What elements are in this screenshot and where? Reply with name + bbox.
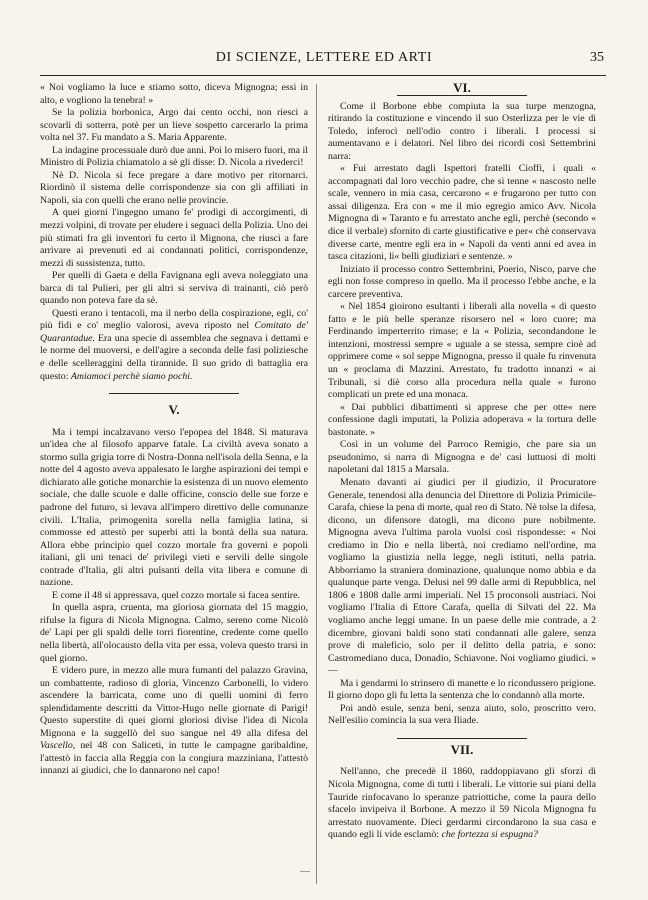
paragraph: Iniziato il processo contro Settembrini, Poerio, Nisco, parve che egli non fosse compreso in quello. Ma il processo l'ebbe anche, e la carcere preventiva. bbox=[328, 263, 596, 300]
section-heading-vi: VI. bbox=[453, 82, 471, 95]
section-heading-vii: VII. bbox=[450, 741, 474, 757]
running-title: DI SCIENZE, LETTERE ED ARTI bbox=[215, 50, 433, 65]
paragraph: « Noi vogliamo la luce e stiamo sotto, diceva Mignogna; essi in alto, e vogliono la tenebra! » bbox=[40, 82, 308, 106]
italic-run: Comitato de' Quarantadue. bbox=[40, 320, 308, 344]
paragraph: Se la polizia borbonica, Argo dai cento occhi, non riesci a scovarli di sotterra, potè per un lieve sospetto carcerarlo la prima volta nel 37. Fu mandato a S. Maria Apparente. bbox=[40, 107, 308, 144]
text-run: Era una specie di assemblea che segnava i dettami e le norme del muoversi, e dell'agire a seconda delle fasi poliziesche e delle scelleraggini della tirannide. Il suo grido di battaglia era questo: bbox=[40, 332, 308, 382]
footer-mark: — bbox=[300, 866, 310, 877]
paragraph: In quella aspra, cruenta, ma gloriosa giornata del 15 maggio, rifulse la figura di Nicola Mignogna. Calmo, sereno come Nicolò de' Lapi per gli spaldi delle torri fiorentine, credente come quello nella libertà, all'olocausto della vita per essa, voleva questo trarsi in quel giorno. bbox=[40, 602, 308, 664]
left-column bbox=[40, 82, 308, 882]
page-number: 35 bbox=[590, 50, 604, 65]
spacer bbox=[40, 417, 308, 427]
italic-run: che fortezza si espugna? bbox=[441, 829, 538, 841]
paragraph bbox=[328, 766, 596, 841]
text-run: E videro pure, in mezzo alle mura fumanti del palazzo Gravina, un combattente, radioso di gloria, Vincenzo Carbonelli, lo videro ascendere la barricata, come uno di quelli uomini di ferro splendidamente descritti da Vittor-Hugo nelle giornate di Parigi! Questo superstite di quei giorni gloriosi divise l'idea di Nicola Mignona e la suggellò del suo sangue nel 49 alla difesa del bbox=[40, 665, 308, 739]
paragraph: A quei giorni l'ingegno umano fe' prodigi di accorgimenti, di mezzi volpini, di trovate per eludere i seguaci della Polizia. Uno dei più stimati fra gli inventori fu certo il Mignona, che riuscì a fare arrivare ai prevenuti ed ai condannati politici, corrispondenze, mezzi di sussistenza, tutto. bbox=[40, 207, 308, 269]
section-heading-v: V. bbox=[168, 402, 180, 418]
spacer bbox=[40, 383, 308, 393]
paragraph: Come il Borbone ebbe compiuta la sua turpe menzogna, ritirando la costituzione e vincendo il suo Osterlizza per le vie di Toledo, inferocì nell'odio contro i liberali. I processi si aumentavano e i delatori. Nel libro dei ricordi così Settembrini narra: bbox=[328, 100, 596, 162]
paragraph: Nè D. Nicola si fece pregare a dare motivo per ritornarci. Riordinò il sistema delle corrispondenze sia con gli affiliati in Napoli, sia con quelli che erano nelle provincie. bbox=[40, 169, 308, 206]
right-column bbox=[328, 82, 596, 882]
paragraph: Per quelli di Gaeta e della Favignana egli aveva noleggiato una barca di tal Pulieri, per gli altri si serviva di trainanti, ciò però quando non poteva fare da sè. bbox=[40, 270, 308, 307]
header-rule bbox=[40, 75, 606, 76]
spacer bbox=[328, 728, 596, 738]
italic-run: Vascello, bbox=[40, 740, 76, 752]
quoted-paragraph: « Nel 1854 gioirono esultanti i liberali alla novella « di questo fatto e le più belle speranze risorsero nel « loro cuore; ma Ferdinando imperterrito rimase; e la « Polizia, secondandone le intenzioni, mostressi sempre « uguale a se stessa, sempre cioè ad opprimere come « sol seppe Mignogna, presso il quale fu rinvenuta un « proclama di Mazzini. Arrestato, fu tradotto innanzi « ai Tribunali, si diè corso alla procedura nella quale « furono complicati un prete ed una monaca. bbox=[328, 301, 596, 401]
column-divider bbox=[316, 84, 317, 884]
paragraph: Menato davanti ai giudici per il giudizio, il Procuratore Generale, tenendosi alla denuncia del Direttore di Polizia Primicile-Carafa, chiese la pena di morte, qual reo di Stato. Nè tolse la difesa, dicono, un difensore datogli, ma dicono pure nobilmente. Mignogna aveva l'ultima parola vuolsi così rispondesse: « Noi crediamo in Dio e nella libertà, noi crediamo nell'ordine, ma vogliamo la giustizia nella legge, negli istituti, nella patria. Abborriamo la straniera dominazione, qualunque nomo abbia e da qualunque parte venga. Delusi nel 99 dalle armi di Repubblica, nel 1806 e 1808 dalle armi imperiali. Nel 15 proconsoli austriaci. Noi vogliamo l'Italia di Ettore Carafa, quella di Silvati del 22. Ma vogliamo anche leggi umane. In un paese delle mie contrade, a 2 dicembre, giovani baldi sono stati condannati alle galere, senza prove di maleficio, solo per il delitto della patria, e sono: Castromediano duca, Donadio, Schiavone. Noi vogliamo giudici. » — bbox=[328, 476, 596, 677]
italic-run: Amiamoci perchè siamo pochi. bbox=[70, 370, 193, 382]
spacer bbox=[328, 756, 596, 766]
paragraph: Ma i tempi incalzavano verso l'epopea del 1848. Si maturava un'idea che al filosofo apparve fatale. La civiltà aveva sonato a stormo sulla grigia torre di Nostra-Donna nell'isola della Senna, e la notte del 4 agosto aveva appalesato le larghe aspirazioni dei tempi e dichiarato alle gotiche monarchie la esistenza di un nuovo elemento sociale, che dalle scuole e dalle officine, conscio delle sue forze e padrone del futuro, si levava all'impero direttivo delle comunanze civili. L'Italia, primogenita sorella nella famiglia latina, si commosse ed attestò per superbi atti la bontà della sua natura. Allora ebbe principio quel cozzo mortale fra governi e popoli italiani, gli uni tenaci de' privilegi vieti e servili delle singole contrade d'Italia, gli altri pulsanti della vita libera e comune di nazione. bbox=[40, 426, 308, 589]
paragraph: Poi andò esule, senza beni, senza aiuto, solo, proscritto vero. Nell'esilio comincia la sua vera Iliade. bbox=[328, 702, 596, 727]
quoted-paragraph: « Dai pubblici dibattimenti si apprese che per otte« nere confessione dagli imputati, la Polizia adoperava « la tortura delle bastonate. » bbox=[328, 401, 596, 438]
paragraph: La indagine processuale durò due anni. Poi lo misero fuori, ma il Ministro di Polizia chiamatolo a sè gli disse: D. Nicola a rivederci! bbox=[40, 144, 308, 169]
text-run: nel 48 con Saliceti, in tutte le campagne garibaldine, l'attestò in faccia alla Reggia con la congiura mazziniana, l'attestò innanzi ai giudici, che lo dannarono nel capo! bbox=[40, 740, 308, 777]
text-run: Questi erano i tentacoli, ma il nerbo della cospirazione, egli, co' più fidi e co' meglio valorosi, aveva riposto nel bbox=[40, 307, 308, 332]
running-head bbox=[0, 50, 648, 70]
quoted-paragraph: « Fui arrestato dagli Ispettori fratelli Cioffi, i quali « accompagnati dal loro vecchio padre, che si tenne « nascosto nelle scale, vennero in mia casa, cercarono « e frugarono per tutto con assai diligenza. Era con « me il mio egregio amico Avv. Nicola Mignogna di « Taranto e fu arrestato anche egli, perchè (secondo « dice il verbale) sfornito di carte giustificative e per« chè conservava diverse carte, mentre egli era in « Napoli da venti anni ed avea in tasca citazioni, li« belli giudiziari e sentenze. » bbox=[328, 163, 596, 263]
text-run: Nell'anno, che precedè il 1860, raddoppiavano gli sforzi di Nicola Mignogna, come di tutti i liberali. Le vittorie sui piani della Tauride rinfocavano lo speranze patriottiche, come la paura dello sfacelo invipeiva il Borbone. A mezzo il 59 Nicola Mignogna fu arrestato nuovamente. Dieci gerdarmi circondarono la sua casa e quando egli li vide esclamò: bbox=[328, 766, 596, 841]
paragraph: E come il 48 si appressava, quel cozzo mortale si facea sentire. bbox=[52, 589, 300, 601]
paragraph: Ma i gendarmi lo strinsero di manette e lo ricondussero prigione. Il giorno dopo gli fu letta la sentenza che lo condannò alla morte. bbox=[328, 677, 596, 702]
paragraph: Così in un volume del Parroco Remigio, che pare sia un pseudonimo, si narra di Mignogna e de' casi luttuosi di molti napoletani dal 1815 a Marsala. bbox=[328, 439, 596, 476]
paragraph bbox=[40, 665, 308, 778]
paragraph bbox=[40, 308, 308, 383]
